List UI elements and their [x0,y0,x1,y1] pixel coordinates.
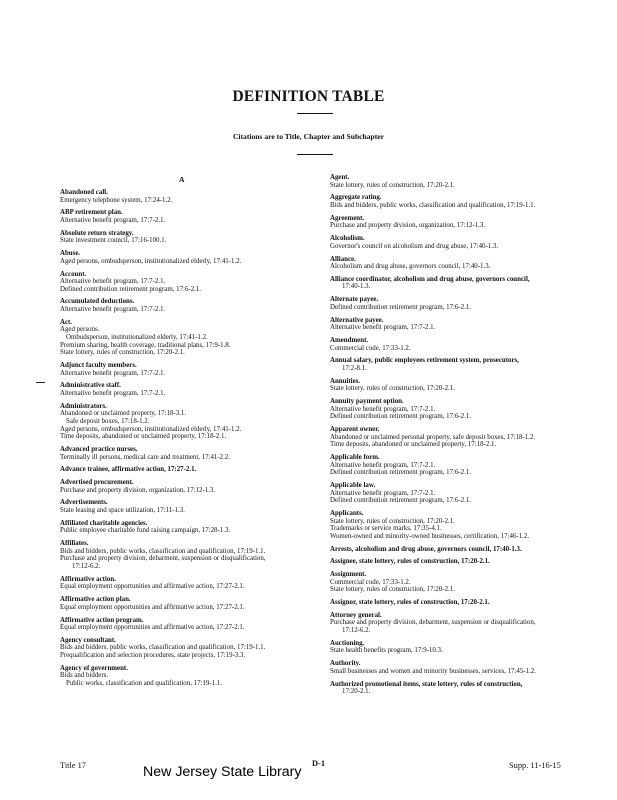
entry-citation: Alternative benefit program, 17:7-2.1. [330,461,436,469]
entry-citation: State lottery, rules of construction, 17:20-2.1. [330,517,455,525]
entry-citation: Defined contribution retirement program, 17:6-2.1. [60,285,202,293]
entry-citation: State health benefits program, 17:9-10.3. [330,647,443,655]
definition-entry [330,357,605,372]
definition-entry [60,479,335,494]
entry-term: Alliance coordinator, alcoholism and drug abuse, governors council, [330,275,530,283]
entry-term: Attorney general. [330,611,382,619]
entry-citation: Bids and bidders. [60,672,109,680]
entry-citation: Alternative benefit program, 17:7-2.1. [60,216,166,224]
entry-citation: Aged persons, ombudsperson, institutionalized elderly, 17:41-1.2. [60,425,242,433]
definition-entry [330,174,605,189]
definition-entry [330,546,605,554]
entry-citation: State lottery, rules of construction, 17:20-2.1. [60,349,185,357]
entry-citation: Terminally ill persons, medical care and treatment, 17:41-2.2. [60,453,231,461]
definition-entry [330,660,605,675]
entry-citation: Defined contribution retirement program, 17:6-2.1. [330,413,472,421]
entry-term: Agency consultant. [60,636,116,644]
entry-citation: 17:12-6.2. [342,627,371,635]
entry-citation: Abandoned or unclaimed property, 17:18-3.1. [60,410,187,418]
definition-entry [60,466,335,474]
entry-citation: 17:20-2.1. [342,688,371,696]
entry-citation: Small businesses and women and minority businesses, services, 17:45-1.2. [330,667,536,675]
entry-citation: Aged persons. [60,326,100,334]
entry-term: Applicable law. [330,482,376,490]
entry-term: Assignment. [330,571,367,579]
entry-citation: Premium sharing, health coverage, traditional plans, 17:9-1.8. [60,341,231,349]
definition-entry [60,189,335,204]
entry-term: Agency of government. [60,664,128,672]
definition-entry [330,599,605,607]
entry-citation: Commercial code, 17:33-1.2. [330,344,411,352]
entry-term: Applicants. [330,510,364,517]
entry-citation: Public employee charitable fund raising campaign, 17:28-1.3. [60,527,231,535]
entry-citation: Prequalification and selection procedures, state projects, 17:19-3.3. [60,652,246,660]
entry-citation: Equal employment opportunities and affirmative action, 17:27-2.1. [60,583,245,591]
footer-supplement: Supp. 11-16-15 [509,761,561,770]
entry-citation: State lottery, rules of construction, 17:20-2.1. [330,586,455,594]
entry-term: Advance trainee, affirmative action, 17:27-2.1. [60,466,197,474]
entry-term: Agreement. [330,214,365,222]
entry-term: Annual salary, public employees retirement system, prosecutors, [330,357,519,365]
entry-term: Affiliates. [60,540,89,548]
entry-citation: Women-owned and minority-owned businesses, certification, 17:46-1.2. [330,532,530,540]
entry-citation: Defined contribution retirement program, 17:6-2.1. [330,469,472,477]
definition-entry [60,362,335,377]
title-rule [297,113,333,114]
definition-entry [60,382,335,397]
entry-citation: Time deposits, abandoned or unclaimed property, 17:18-2.1. [60,433,227,441]
entry-term: Annuity payment option. [330,398,404,406]
footer-title: Title 17 [60,761,86,770]
entry-citation: Time deposits, abandoned or unclaimed property, 17:18-2.1. [330,441,497,449]
entry-term: Amendment. [330,337,369,344]
entry-citation: 17:2-8.1. [342,364,367,372]
definition-entry [330,426,605,449]
entry-term: Applicable form. [330,454,380,462]
definition-entry [330,235,605,250]
entry-term: Annuities. [330,377,361,385]
definition-entry [330,337,605,352]
definition-entry [330,510,605,540]
entry-citation: Equal employment opportunities and affirmative action, 17:27-2.1. [60,624,245,632]
entry-term: Affiliated charitable agencies. [60,519,148,527]
entry-term: Agent. [330,174,350,181]
entry-citation: Alternative benefit program, 17:7-2.1. [330,405,436,413]
entry-citation: Alternative benefit program, 17:7-2.1. [60,389,166,397]
entry-citation: Public works, classification and qualification, 17:19-1.1. [66,680,222,688]
definition-entry [60,637,335,660]
entry-term: Auctioning. [330,639,365,647]
entry-citation: 17:12-6.2. [72,562,101,570]
entry-citation: Bids and bidders, public works, classification and qualification, 17:19-1.1. [60,644,266,652]
entry-citation: Alternative benefit program, 17:7-2.1. [330,489,436,497]
entry-citation: Purchase and property division, debarment, suspension or disqualification, [330,619,536,627]
definition-entry [60,298,335,313]
definition-entry [60,520,335,535]
entry-term: Affirmative action program. [60,616,144,624]
definition-entry [330,640,605,655]
entry-term: ABP retirement plan. [60,209,123,217]
definition-entry [60,319,335,357]
definition-entry [330,276,605,291]
page-subtitle: Citations are to Title, Chapter and Subchapter [232,132,385,141]
definition-entry [60,617,335,632]
entry-citation: Defined contribution retirement program, 17:6-2.1. [330,497,472,505]
entry-citation: Alternative benefit program, 17:7-2.1. [60,369,166,377]
entry-citation: Trademarks or service marks, 17:35-4.1. [330,525,442,533]
entry-term: Act. [60,318,73,326]
entry-term: Assignor, state lottery, rules of construction, 17:20-2.1. [330,599,490,607]
definition-entry [330,215,605,230]
definition-entry [330,398,605,421]
entry-term: Alliance. [330,255,356,263]
entry-citation: Ombudsperson, institutionalized elderly, 17:41-1.2. [66,334,208,342]
entry-term: Adjunct faculty members. [60,362,137,369]
definition-entry [60,540,335,570]
entry-citation: Purchase and property division, organization, 17:12-1.3. [330,222,486,230]
entry-term: Affirmative action plan. [60,596,131,604]
entry-term: Account. [60,270,87,278]
entry-citation: Alternative benefit program, 17:7-2.1. [330,324,436,332]
definition-entry [330,681,605,696]
entry-citation: Alcoholism and drug abuse, governors council, 17:40-1.3. [330,263,491,271]
entry-term: Authority. [330,660,361,668]
entry-citation: Purchase and property division, organization, 17:12-1.3. [60,486,216,494]
entry-term: Alcoholism. [330,235,365,243]
entry-term: Administrators. [60,402,107,410]
margin-mark [36,382,45,383]
definition-entry [60,499,335,514]
definition-entry [60,403,335,441]
definition-entry [330,296,605,311]
entry-citation: Commercial code, 17:33-1.2. [330,578,411,586]
entry-citation: Bids and bidders, public works, classification and qualification, 17:19-1.1. [60,547,266,555]
entry-citation: Bids and bidders, public works, classification and qualification, 17:19-1.1. [330,201,536,209]
entry-term: Assignee, state lottery, rules of construction, 17:20-2.1. [330,558,490,566]
entry-citation: Safe deposit boxes, 17:18-1.2. [66,417,150,425]
library-stamp: New Jersey State Library [143,764,302,780]
definition-entry [60,250,335,265]
definition-entry [60,209,335,224]
entry-term: Advanced practice nurses. [60,445,138,453]
entry-term: Abuse. [60,250,81,258]
entry-term: Absolute return strategy. [60,229,134,237]
definition-entry [330,454,605,477]
definition-entry [330,558,605,566]
definition-entry [330,612,605,635]
page-title: DEFINITION TABLE [232,88,385,105]
entry-citation: Alternative benefit program, 17:7-2.1. [60,278,166,286]
definition-entry [60,665,335,688]
entry-citation: Equal employment opportunities and affirmative action, 17:27-2.1. [60,603,245,611]
section-letter: A [179,175,185,184]
right-column [330,174,605,701]
entry-citation: State investment council, 17:16-100.1. [60,237,167,245]
entry-citation: 17:40-1.3. [342,283,371,291]
entry-term: Authorized promotional items, state lottery, rules of construction, [330,680,523,688]
definition-entry [60,596,335,611]
entry-citation: State leasing and space utilization, 17:11-1.3. [60,507,185,515]
entry-term: Affirmative action. [60,575,116,583]
entry-citation: Defined contribution retirement program, 17:6-2.1. [330,303,472,311]
definition-entry [330,317,605,332]
entry-term: Abandoned call. [60,189,108,196]
entry-term: Aggregate rating. [330,194,382,202]
entry-citation: State lottery, rules of construction, 17:20-2.1. [330,385,455,393]
entry-citation: State lottery, rules of construction, 17:20-2.1. [330,181,455,189]
entry-citation: Abandoned or unclaimed personal property, safe deposit boxes, 17:18-1.2. [330,433,536,441]
entry-term: Apparent owner. [330,426,380,434]
subtitle-rule [297,154,333,155]
entry-term: Alternate payee. [330,296,379,304]
definition-entry [60,230,335,245]
left-column [60,189,335,693]
entry-term: Accumulated deductions. [60,298,135,306]
entry-term: Alternative payee. [330,316,384,324]
definition-entry [330,571,605,594]
definition-entry [330,482,605,505]
entry-term: Advertisements. [60,499,108,507]
entry-term: Arrests, alcoholism and drug abuse, governors council, 17:40-1.3. [330,545,522,553]
entry-citation: Purchase and property division, debarment, suspension or disqualification, [60,555,266,563]
entry-citation: Governor's council on alcoholism and drug abuse, 17:40-1.3. [330,242,499,250]
definition-entry [60,576,335,591]
entry-citation: Aged persons, ombudsperson, institutionalized elderly, 17:41-1.2. [60,257,242,265]
entry-citation: Emergency telephone system, 17:24-1.2. [60,196,173,204]
definition-entry [330,256,605,271]
footer-page-number: D-1 [312,759,326,768]
entry-term: Advertised procurement. [60,479,134,487]
definition-entry [330,194,605,209]
definition-entry [60,271,335,294]
definition-entry [330,378,605,393]
definition-entry [60,446,335,461]
entry-term: Administrative staff. [60,382,121,390]
entry-citation: Alternative benefit program, 17:7-2.1. [60,306,166,314]
